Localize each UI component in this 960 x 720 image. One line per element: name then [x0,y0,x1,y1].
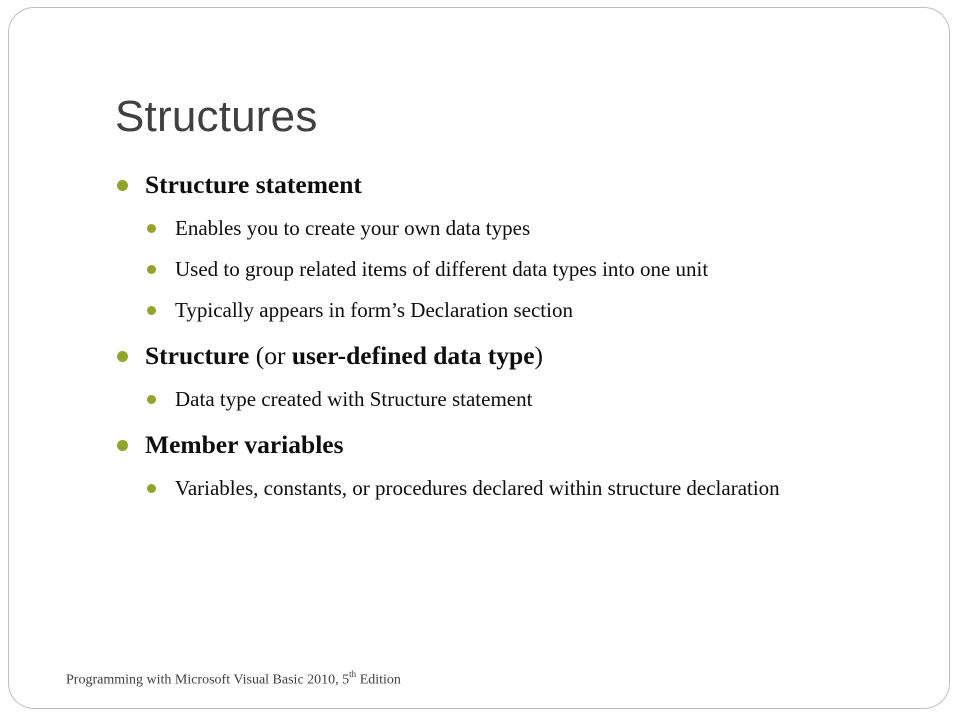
bullet-text: (or [249,341,292,370]
bullet-dot-icon [117,440,128,451]
sub-bullet-text: Data type created with Structure statement [175,387,533,411]
bullet-dot-icon [147,224,156,233]
bullet-text-bold: Structure [145,341,250,370]
bullet-text-bold: user-defined data type [291,341,535,370]
sub-bullet [147,471,895,505]
sub-bullet [147,382,917,416]
bullet-text: ) [534,341,544,370]
sub-bullet-list [117,382,917,416]
slide-content [117,166,917,515]
sub-bullet [147,252,917,286]
bullet-dot-icon [147,265,156,274]
sub-bullet-text: Typically appears in form’s Declaration section [175,298,573,322]
sub-bullet-list [117,211,917,327]
footer-text: Programming with Microsoft Visual Basic 2010, 5 [66,672,350,688]
bullet-dot-icon [117,351,128,362]
sub-bullet [147,211,917,245]
sub-bullet-text: Variables, constants, or procedures declared within structure declaration [175,476,780,500]
footer-suffix: Edition [356,672,401,688]
slide-frame [8,7,950,709]
bullet-dot-icon [147,306,156,315]
bullet-dot-icon [147,484,156,493]
bullet-text: Structure statement [145,170,362,199]
bullet-text: Member variables [145,430,344,459]
sub-bullet-text: Enables you to create your own data types [175,216,531,240]
bullet-structure [117,337,917,375]
slide-footer [66,670,401,689]
bullet-structure-statement [117,166,917,204]
slide-title: Structures [115,92,318,141]
sub-bullet-text: Used to group related items of different data types into one unit [175,257,709,281]
footer-superscript: th [349,669,357,679]
bullet-dot-icon [147,395,156,404]
bullet-dot-icon [117,180,128,191]
sub-bullet [147,293,917,327]
sub-bullet-list [117,471,917,505]
bullet-member-variables [117,426,917,464]
